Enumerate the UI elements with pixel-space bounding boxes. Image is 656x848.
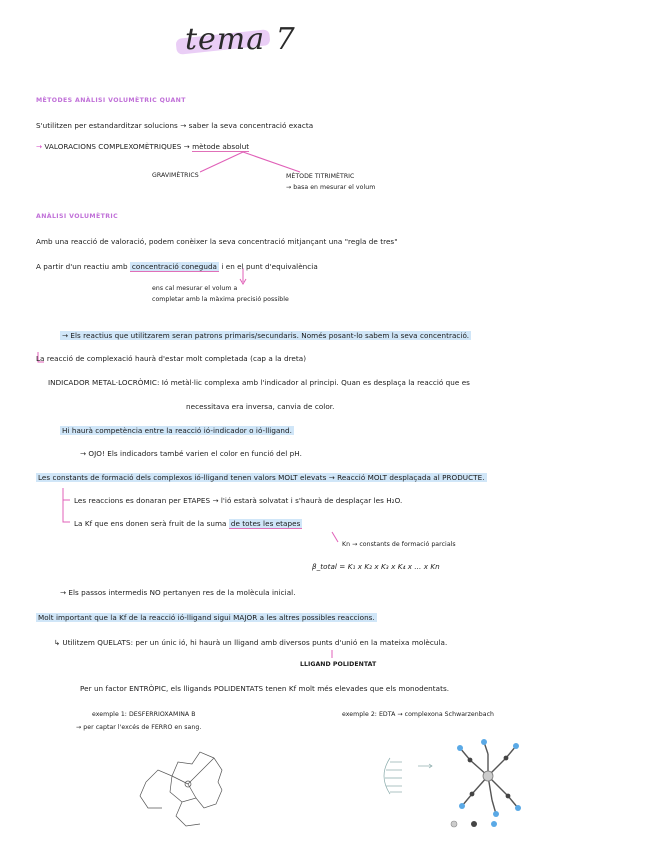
branch-titrimetric: MÈTODE TITRIMÈTRIC xyxy=(286,173,355,180)
example-1-title: exemple 1: DESFERRIOXAMINA B xyxy=(92,711,196,718)
line-constants xyxy=(36,473,487,482)
line-indicador: INDICADOR METAL·LOCRÒMIC: Ió metàl·lic complexa amb l'indicador al principi. Quan es desplaça la reacció que es xyxy=(48,378,470,387)
line-regla-tres: Amb una reacció de valoració, podem conèixer la seva concentració mitjançant una "regla de tres" xyxy=(36,237,398,246)
line-etapes: Les reaccions es donaran per ETAPES → l'ió estarà solvatat i s'haurà de desplaçar les H₂O. xyxy=(74,496,403,505)
line-kf-major xyxy=(36,613,377,622)
concentracio-coneguda: concentració coneguda xyxy=(131,262,218,271)
lligand-polidentat: LLIGAND POLIDENTAT xyxy=(300,661,377,668)
line-ojo: → OJO! Els indicadors també varien el color en funció del pH. xyxy=(80,449,302,458)
totes-etapes: de totes les etapes xyxy=(230,519,301,528)
page-title: tema 7 xyxy=(185,22,296,57)
branch-gravimetrics: GRAVIMÈTRICS xyxy=(152,172,199,179)
punt-equivalencia-text: i en el punt d'equivalència xyxy=(221,262,318,271)
edta-metal-complex-icon xyxy=(448,734,528,820)
note-precisio: completar amb la màxima precisió possible xyxy=(152,296,289,303)
heading-metodes: MÈTODES ANÀLISI VOLUMÈTRIC QUANT xyxy=(36,97,186,104)
example-2-title: exemple 2: EDTA → complexona Schwarzenbach xyxy=(342,711,494,718)
line-competencia xyxy=(60,426,294,435)
branch-titrimetric-note: → basa en mesurar el volum xyxy=(286,184,376,191)
desferrioxamine-structure-icon xyxy=(126,742,246,834)
a-partir-text: A partir d'un reactiu amb xyxy=(36,262,128,271)
line-passos: → Els passos intermedis NO pertanyen res de la molècula inicial. xyxy=(60,588,296,597)
arrow-icon: → xyxy=(36,142,45,151)
line-kn: Kn → constants de formació parcials xyxy=(342,541,456,548)
patrons-text: → Els reactius que utilitzarem seran patrons primaris/secundaris. Només posant-lo sabem la seva concentració. xyxy=(62,331,470,340)
line-patrons xyxy=(60,331,471,340)
line-a-partir xyxy=(36,262,318,271)
constants-text: Les constants de formació dels complexos ió-lligand tenen valors MOLT elevats → Reacció MOLT desplaçada al PRODUCTE. xyxy=(38,473,485,482)
line-indicador-cont: necessitava era inversa, canvia de color. xyxy=(186,402,335,411)
note-volum: ens cal mesurar el volum a xyxy=(152,285,238,292)
edta-schematic-icon xyxy=(372,752,442,802)
kf-suma-text: La Kf que ens donen serà fruit de la suma xyxy=(74,519,227,528)
arrow-icon: → xyxy=(183,142,193,151)
line-quelats: ↳ Utilitzem QUELATS: per un únic ió, hi haurà un lligand amb diversos punts d'unió en la mateixa molècula. xyxy=(54,638,448,647)
atom-legend-icon xyxy=(448,818,518,830)
line-estandarditzar: S'utilitzen per estandarditzar solucions → saber la seva concentració exacta xyxy=(36,121,314,130)
competencia-text: Hi haurà competència entre la reacció ió-indicador o ió-lligand. xyxy=(62,426,292,435)
line-entropic: Per un factor ENTRÒPIC, els lligands POLIDENTATS tenen Kf molt més elevades que els monodentats. xyxy=(80,684,450,693)
valoracions-label: VALORACIONS COMPLEXOMÈTRIQUES xyxy=(44,142,182,151)
metode-absolut-label: mètode absolut xyxy=(192,142,250,151)
formula-beta: β_total = K₁ x K₂ x K₃ x K₄ x ... x Kn xyxy=(312,562,440,571)
line-kf-suma xyxy=(74,519,302,528)
example-1-note: → per captar l'excés de FERRO en sang. xyxy=(76,724,202,731)
line-complexacio: La reacció de complexació haurà d'estar molt completada (cap a la dreta) xyxy=(36,354,307,363)
kf-major-text: Molt important que la Kf de la reacció ió-lligand sigui MAJOR a les altres possibles reaccions. xyxy=(38,613,375,622)
heading-analisi: ANÀLISI VOLUMÈTRIC xyxy=(36,213,119,220)
